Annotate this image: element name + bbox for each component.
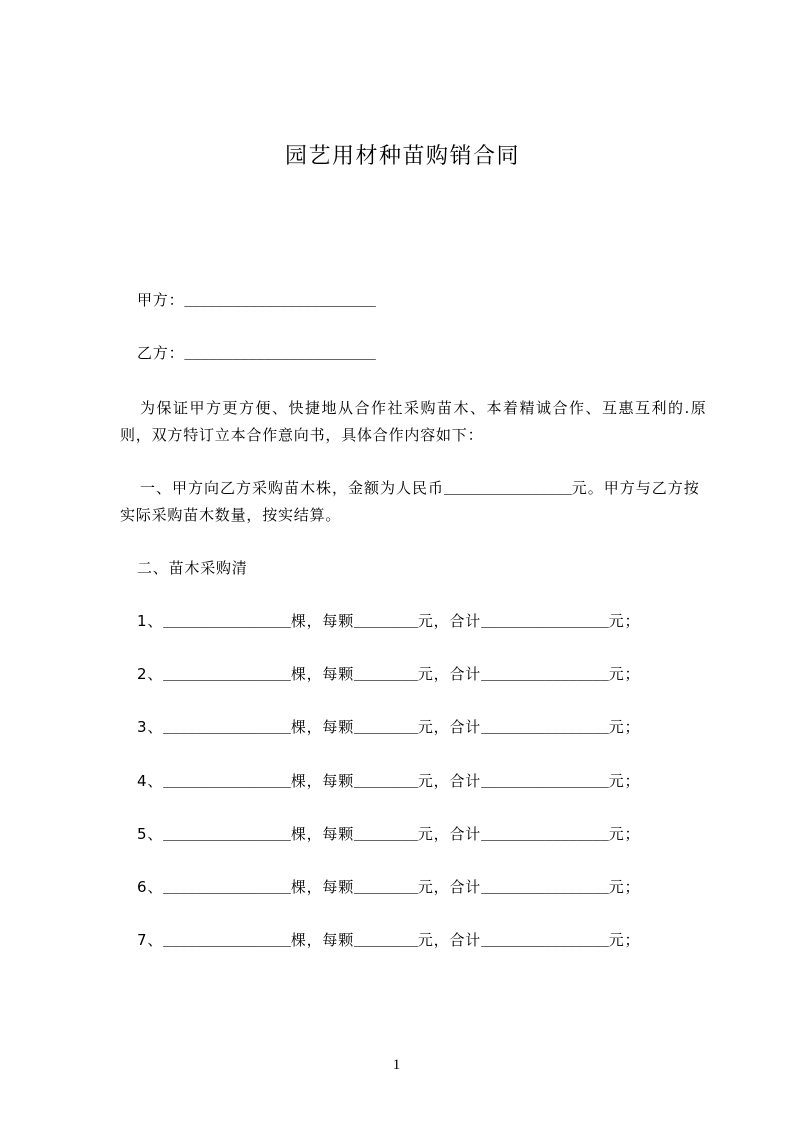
quantity-blank: ________________: [163, 615, 291, 630]
purchase-item-row: [137, 663, 640, 685]
party-a-label: 甲方：: [137, 291, 185, 309]
unit-price-blank: ________: [354, 774, 418, 790]
total-label: 元，合计: [417, 718, 482, 737]
end-label: 元；: [608, 877, 641, 896]
quantity-blank: ________________: [163, 880, 291, 896]
total-label: 元，合计: [417, 877, 482, 896]
unit-price-label: 棵，每颗: [290, 824, 355, 843]
purchase-item-row: [137, 610, 640, 632]
amount-blank: ________________: [444, 482, 572, 497]
unit-price-label: 棵，每颗: [290, 612, 355, 630]
unit-price-blank: ________: [354, 934, 418, 950]
item-number: 5、: [137, 824, 164, 843]
item-number: 6、: [137, 877, 164, 896]
quantity-blank: ________________: [163, 827, 291, 843]
item-number: 7、: [137, 931, 164, 950]
party-b-label: 乙方：: [137, 344, 185, 362]
unit-price-label: 棵，每颗: [290, 771, 355, 790]
unit-price-label: 棵，每颗: [290, 931, 355, 950]
end-label: 元；: [608, 824, 641, 843]
purchase-item-row: [137, 823, 640, 845]
clause-2-heading: 二、苗木采购清: [137, 559, 248, 577]
quantity-blank: ________________: [163, 668, 291, 684]
purchase-item-row: [137, 929, 640, 951]
unit-price-blank: ________: [354, 827, 418, 843]
total-blank: ________________: [481, 615, 609, 630]
unit-price-blank: ________: [354, 668, 418, 684]
unit-price-label: 棵，每颗: [290, 877, 355, 896]
total-blank: ________________: [481, 934, 609, 950]
party-a-line: [137, 289, 376, 311]
unit-price-label: 棵，每颗: [290, 665, 355, 684]
clause-1-prefix: 一、甲方向乙方采购苗木株，金额为人民币: [140, 479, 445, 497]
total-label: 元，合计: [417, 612, 482, 630]
party-b-blank: ________________________: [184, 347, 376, 362]
clause-1-line-2: 实际采购苗木数量，按实结算。: [120, 506, 342, 524]
unit-price-blank: ________: [354, 615, 418, 630]
contract-title: 园艺用材种苗购销合同: [284, 144, 520, 169]
quantity-blank: ________________: [163, 721, 291, 737]
end-label: 元；: [608, 718, 641, 737]
total-label: 元，合计: [417, 771, 482, 790]
end-label: 元；: [608, 612, 641, 630]
party-a-blank: ________________________: [184, 294, 376, 309]
purchase-item-row: [137, 876, 640, 898]
item-number: 4、: [137, 771, 164, 790]
party-b-line: [137, 342, 376, 364]
purchase-item-row: [137, 716, 640, 738]
total-label: 元，合计: [417, 824, 482, 843]
total-blank: ________________: [481, 721, 609, 737]
quantity-blank: ________________: [163, 934, 291, 950]
total-label: 元，合计: [417, 665, 482, 684]
total-label: 元，合计: [417, 931, 482, 950]
intro-line-1: 为保证甲方更方便、快捷地从合作社采购苗木、本着精诚合作、互惠互利的.原: [140, 399, 708, 417]
item-number: 1、: [137, 612, 164, 630]
total-blank: ________________: [481, 880, 609, 896]
unit-price-blank: ________: [354, 880, 418, 896]
page-number: 1: [392, 1057, 401, 1073]
purchase-item-row: [137, 770, 640, 792]
unit-price-label: 棵，每颗: [290, 718, 355, 737]
end-label: 元；: [608, 771, 641, 790]
total-blank: ________________: [481, 668, 609, 684]
unit-price-blank: ________: [354, 721, 418, 737]
total-blank: ________________: [481, 774, 609, 790]
item-number: 2、: [137, 665, 164, 684]
end-label: 元；: [608, 931, 641, 950]
total-blank: ________________: [481, 827, 609, 843]
quantity-blank: ________________: [163, 774, 291, 790]
end-label: 元；: [608, 665, 641, 684]
clause-1-line-1: [140, 477, 700, 499]
intro-line-2: 则，双方特订立本合作意向书，具体合作内容如下：: [120, 426, 484, 444]
clause-1-suffix: 元。甲方与乙方按: [571, 479, 700, 497]
item-number: 3、: [137, 718, 164, 737]
